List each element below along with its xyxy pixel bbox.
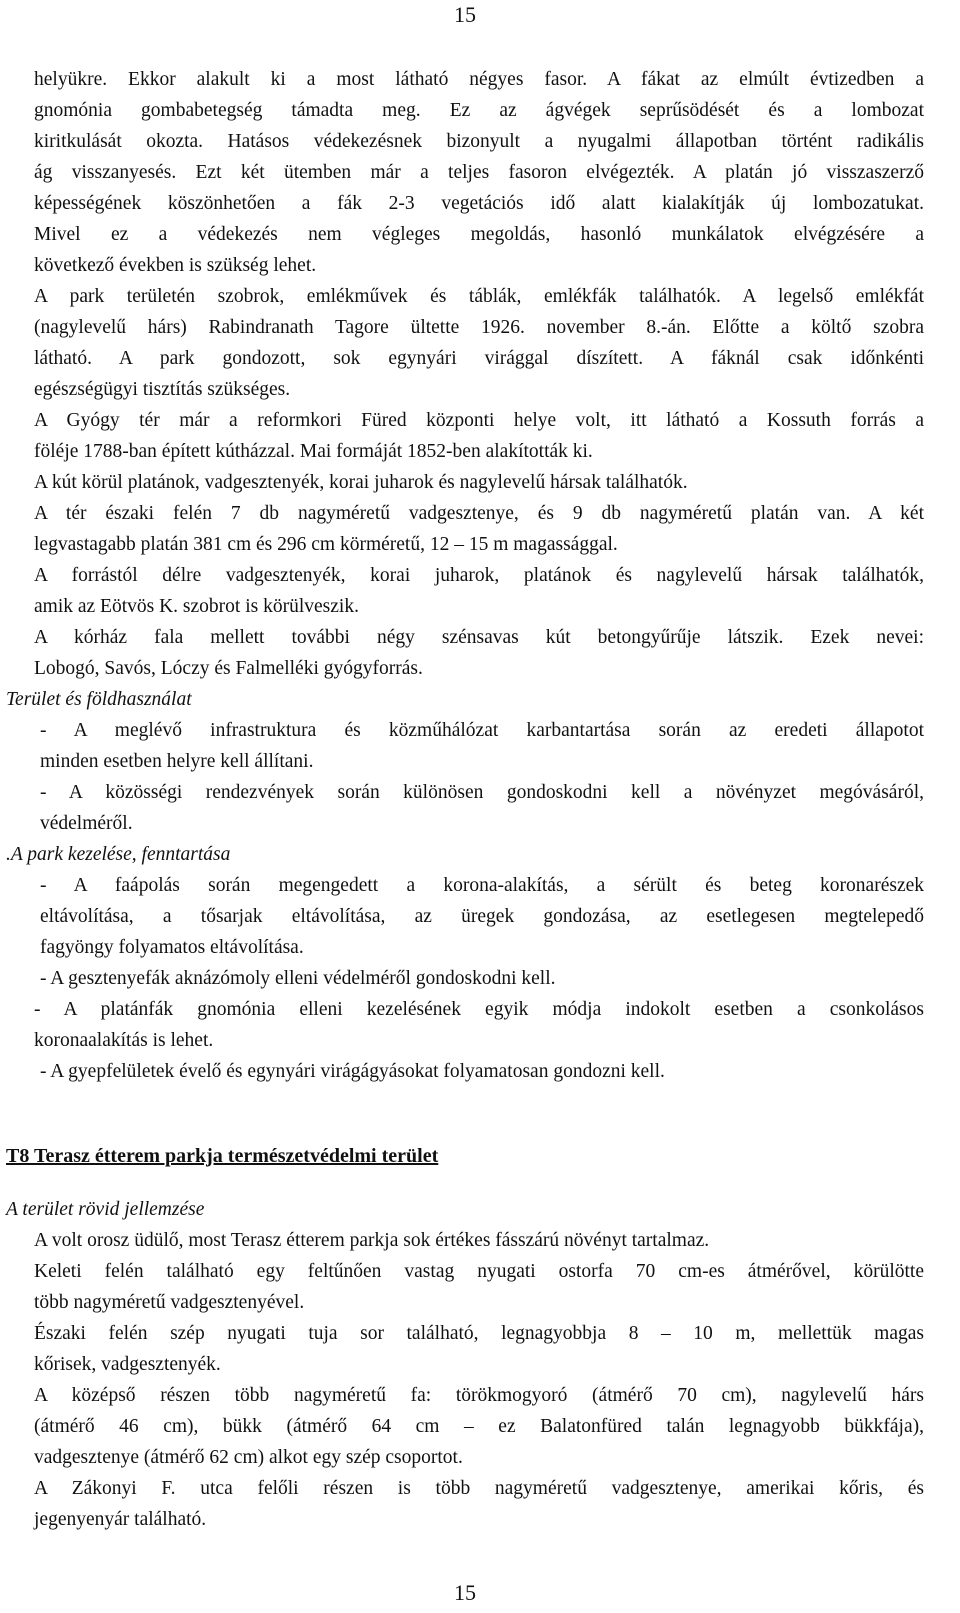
list-item: - A meglévő infrastruktura és közműhálózat karbantartása során az eredeti állapotot (40, 720, 924, 741)
list-item: - A faápolás során megengedett a korona-alakítás, a sérült és beteg koronarészek (40, 875, 924, 896)
text-line: következő években is szükség lehet. (34, 255, 317, 276)
text-line: Keleti felén található egy feltűnően vastag nyugati ostorfa 70 cm-es átmérővel, körülötte (34, 1261, 924, 1282)
list-item: eltávolítása, a tősarjak eltávolítása, az üregek gondozása, az esetlegesen megtelepedő (40, 906, 924, 927)
list-item: - A platánfák gnomónia elleni kezelésének egyik módja indokolt esetben a csonkolásos (34, 999, 924, 1020)
text-line: több nagyméretű vadgesztenyével. (34, 1292, 305, 1313)
text-line: jegenyenyár található. (34, 1509, 207, 1530)
text-line: gnomónia gombabetegség támadta meg. Ez az ágvégek seprűsödését és a lombozat (34, 100, 924, 121)
text-line: Lobogó, Savós, Lóczy és Falmelléki gyógyforrás. (34, 658, 423, 679)
text-line: A volt orosz üdülő, most Terasz étterem parkja sok értékes fásszárú növényt tartalmaz. (34, 1230, 710, 1251)
text-line: vadgesztenye (átmérő 62 cm) alkot egy szép csoportot. (34, 1447, 463, 1468)
text-line: helyükre. Ekkor alakult ki a most látható négyes fasor. A fákat az elmúlt évtizedben a (34, 69, 924, 90)
text-line: képességének köszönhetően a fák 2-3 vegetációs idő alatt kialakítják új lombozatukat. (34, 193, 924, 214)
text-line: (nagylevelű hárs) Rabindranath Tagore ültette 1926. november 8.-án. Előtte a költő szobra (34, 317, 924, 338)
text-line: kőrisek, vadgesztenyék. (34, 1354, 221, 1375)
text-line: Mivel ez a védekezés nem végleges megoldás, hasonló munkálatok elvégzésére a (34, 224, 924, 245)
text-line: legvastagabb platán 381 cm és 296 cm körméretű, 12 – 15 m magassággal. (34, 534, 618, 555)
heading-land-use: Terület és földhasználat (6, 689, 192, 710)
heading-maintenance: .A park kezelése, fenntartása (6, 844, 231, 865)
text-line: A tér északi felén 7 db nagyméretű vadgesztenye, és 9 db nagyméretű platán van. A két (34, 503, 924, 524)
paragraph-kut: A kút körül platánok, vadgesztenyék, korai juharok és nagylevelű hársak találhatók. (34, 472, 688, 493)
page-number-top: 15 (454, 2, 476, 27)
list-item: minden esetben helyre kell állítani. (40, 751, 314, 772)
text-line: A Gyógy tér már a reformkori Füred központi helye volt, itt látható a Kossuth forrás a (34, 410, 924, 431)
text-line: föléje 1788-ban épített kútházzal. Mai formáját 1852-ben alakították ki. (34, 441, 593, 462)
text-line: ág visszanyesés. Ezt két ütemben már a teljes fasoron elvégezték. A platán jó visszaszerző (34, 162, 924, 183)
text-line: Északi felén szép nyugati tuja sor található, legnagyobbja 8 – 10 m, mellettük magas (34, 1323, 924, 1344)
list-item: - A gesztenyefák aknázómoly elleni védelméről gondoskodni kell. (40, 968, 556, 989)
list-item: - A gyepfelületek évelő és egynyári virágágyásokat folyamatosan gondozni kell. (40, 1061, 665, 1082)
section-title: T8 Terasz étterem parkja természetvédelmi terület (6, 1145, 439, 1167)
text-line: A Zákonyi F. utca felőli részen is több nagyméretű vadgesztenye, amerikai kőris, és (34, 1478, 924, 1499)
text-line: látható. A park gondozott, sok egynyári virággal díszített. A fáknál csak időnkénti (34, 348, 924, 369)
text-line: amik az Eötvös K. szobrot is körülveszik. (34, 596, 359, 617)
list-item: védelméről. (40, 813, 133, 834)
text-line: kiritkulását okozta. Hatásos védekezésnek bizonyult a nyugalmi állapotban történt radikális (34, 131, 924, 152)
page-number-bottom: 15 (454, 1580, 476, 1605)
list-item: - A közösségi rendezvények során különösen gondoskodni kell a növényzet megóvásáról, (40, 782, 924, 803)
text-line: A középső részen több nagyméretű fa: törökmogyoró (átmérő 70 cm), nagylevelű hárs (34, 1385, 924, 1406)
text-line: A kórház fala mellett további négy szénsavas kút betongyűrűje látszik. Ezek nevei: (34, 627, 924, 648)
text-line: egészségügyi tisztítás szükséges. (34, 379, 291, 400)
text-line: A forrástól délre vadgesztenyék, korai juharok, platánok és nagylevelű hársak találhatók, (34, 565, 924, 586)
list-item: fagyöngy folyamatos eltávolítása. (40, 937, 304, 958)
heading-summary: A terület rövid jellemzése (6, 1199, 205, 1220)
text-line: A park területén szobrok, emlékművek és táblák, emlékfák találhatók. A legelső emlékfát (34, 286, 924, 307)
text-line: (átmérő 46 cm), bükk (átmérő 64 cm – ez Balatonfüred talán legnagyobb bükkfája), (34, 1416, 924, 1437)
list-item: koronaalakítás is lehet. (34, 1030, 214, 1051)
